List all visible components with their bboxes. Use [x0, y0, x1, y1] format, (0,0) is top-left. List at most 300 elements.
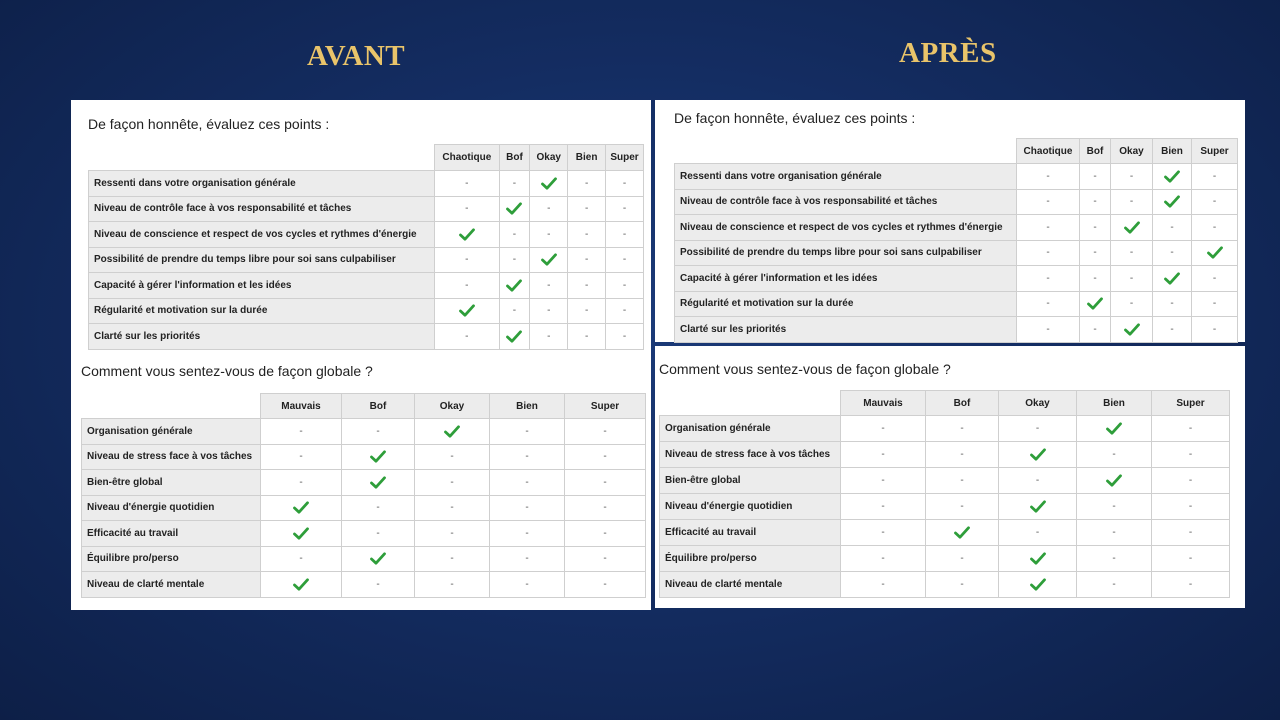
row-label: Équilibre pro/perso: [660, 546, 841, 572]
row-label: Ressenti dans votre organisation générale: [89, 171, 435, 197]
rating-cell-okay[interactable]: [415, 521, 490, 547]
table-row: [82, 521, 646, 547]
rating-cell-super[interactable]: [1152, 442, 1230, 468]
rating-cell-super[interactable]: [1152, 546, 1230, 572]
empty-dash: -: [465, 330, 469, 342]
table-row: [660, 572, 1230, 598]
row-label: Ressenti dans votre organisation générale: [675, 164, 1017, 190]
header-blank: [89, 145, 435, 171]
rating-cell-bof[interactable]: [926, 442, 999, 468]
rating-cell-bof[interactable]: [1080, 317, 1111, 343]
rating-cell-super[interactable]: [1152, 468, 1230, 494]
column-header-bof: Bof: [499, 145, 530, 171]
rating-cell-okay[interactable]: [999, 416, 1077, 442]
rating-cell-okay[interactable]: [415, 572, 490, 598]
row-label: Efficacité au travail: [660, 520, 841, 546]
rating-cell-super[interactable]: [565, 495, 646, 521]
empty-dash: -: [1046, 196, 1050, 208]
empty-dash: -: [603, 502, 607, 514]
checkmark-icon: [293, 528, 309, 539]
empty-dash: -: [450, 451, 454, 463]
rating-cell-super[interactable]: [606, 171, 644, 197]
rating-cell-super[interactable]: [1192, 291, 1238, 317]
empty-dash: -: [547, 228, 551, 240]
column-header-bien: Bien: [490, 394, 565, 419]
rating-cell-bof[interactable]: [342, 419, 415, 445]
empty-dash: -: [1188, 527, 1193, 538]
rating-cell-bien[interactable]: [568, 247, 606, 273]
empty-dash: -: [525, 425, 529, 437]
empty-dash: -: [1212, 196, 1217, 208]
rating-cell-chaotique[interactable]: [1017, 189, 1080, 215]
empty-dash: -: [1170, 298, 1174, 310]
rating-cell-mauvais[interactable]: [261, 470, 342, 496]
rating-cell-bien[interactable]: [568, 171, 606, 197]
column-header-mauvais: Mauvais: [841, 391, 926, 416]
rating-cell-bof[interactable]: [499, 273, 530, 299]
rating-cell-mauvais[interactable]: [841, 546, 926, 572]
rating-cell-bien[interactable]: [568, 222, 606, 248]
rating-cell-chaotique[interactable]: [435, 324, 500, 350]
checkmark-icon: [293, 502, 309, 513]
checkmark-icon: [293, 579, 309, 590]
row-label: Niveau de contrôle face à vos responsabilité et tâches: [89, 196, 435, 222]
rating-cell-chaotique[interactable]: [1017, 291, 1080, 317]
rating-cell-super[interactable]: [565, 546, 646, 572]
column-header-okay: Okay: [415, 394, 490, 419]
checkmark-icon: [954, 527, 970, 538]
rating-cell-bof[interactable]: [926, 494, 999, 520]
rating-cell-okay[interactable]: [1111, 317, 1153, 343]
empty-dash: -: [1170, 323, 1174, 335]
rating-cell-okay[interactable]: [530, 247, 568, 273]
empty-dash: -: [376, 502, 380, 514]
empty-dash: -: [450, 502, 454, 514]
rating-cell-bien[interactable]: [568, 298, 606, 324]
rating-cell-bien[interactable]: [1077, 572, 1152, 598]
apres-heading: APRÈS: [899, 37, 997, 69]
table-row: [82, 470, 646, 496]
rating-cell-bien[interactable]: [568, 324, 606, 350]
rating-cell-bof[interactable]: [342, 572, 415, 598]
rating-cell-super[interactable]: [1152, 572, 1230, 598]
rating-cell-super[interactable]: [565, 444, 646, 470]
row-label: Régularité et motivation sur la durée: [675, 291, 1017, 317]
table-row: [89, 273, 644, 299]
rating-cell-okay[interactable]: [1111, 266, 1153, 292]
row-label: Bien-être global: [660, 468, 841, 494]
rating-cell-bof[interactable]: [1080, 164, 1111, 190]
rating-cell-bien[interactable]: [1077, 520, 1152, 546]
empty-dash: -: [547, 203, 551, 215]
empty-dash: -: [960, 449, 964, 460]
rating-cell-bof[interactable]: [342, 521, 415, 547]
rating-cell-mauvais[interactable]: [841, 468, 926, 494]
rating-cell-super[interactable]: [606, 196, 644, 222]
rating-cell-mauvais[interactable]: [841, 416, 926, 442]
rating-cell-okay[interactable]: [530, 324, 568, 350]
empty-dash: -: [881, 423, 885, 434]
row-label: Niveau de conscience et respect de vos cycles et rythmes d'énergie: [675, 215, 1017, 241]
column-header-chaotique: Chaotique: [1017, 139, 1080, 164]
rating-cell-super[interactable]: [1152, 416, 1230, 442]
rating-cell-chaotique[interactable]: [435, 247, 500, 273]
row-label: Régularité et motivation sur la durée: [89, 298, 435, 324]
rating-cell-bof[interactable]: [1080, 291, 1111, 317]
rating-cell-okay[interactable]: [1111, 240, 1153, 266]
rating-cell-okay[interactable]: [1111, 291, 1153, 317]
rating-cell-okay[interactable]: [415, 444, 490, 470]
empty-dash: -: [1093, 170, 1097, 182]
rating-cell-bien[interactable]: [490, 419, 565, 445]
avant-honest-panel: [71, 100, 651, 350]
empty-dash: -: [584, 177, 589, 189]
rating-cell-bien[interactable]: [1077, 416, 1152, 442]
row-label: Organisation générale: [82, 419, 261, 445]
avant-honest-table: [88, 144, 644, 350]
rating-cell-bof[interactable]: [499, 324, 530, 350]
empty-dash: -: [450, 553, 454, 565]
row-label: Capacité à gérer l'information et les idées: [89, 273, 435, 299]
empty-dash: -: [603, 527, 607, 539]
empty-dash: -: [450, 527, 454, 539]
empty-dash: -: [881, 475, 885, 486]
empty-dash: -: [512, 228, 517, 240]
rating-cell-okay[interactable]: [415, 470, 490, 496]
header-blank: [660, 391, 841, 416]
row-label: Niveau de conscience et respect de vos cycles et rythmes d'énergie: [89, 222, 435, 248]
empty-dash: -: [1046, 221, 1050, 233]
rating-cell-okay[interactable]: [530, 222, 568, 248]
rating-cell-okay[interactable]: [530, 298, 568, 324]
empty-dash: -: [1188, 579, 1193, 590]
empty-dash: -: [1093, 221, 1097, 233]
empty-dash: -: [1035, 475, 1040, 486]
empty-dash: -: [547, 305, 551, 317]
rating-cell-super[interactable]: [606, 324, 644, 350]
empty-dash: -: [881, 553, 885, 564]
rating-cell-bien[interactable]: [490, 470, 565, 496]
empty-dash: -: [1129, 170, 1134, 182]
rating-cell-okay[interactable]: [999, 494, 1077, 520]
rating-cell-bien[interactable]: [490, 495, 565, 521]
apres-global-panel: [655, 346, 1245, 608]
empty-dash: -: [1188, 449, 1193, 460]
row-label: Équilibre pro/perso: [82, 546, 261, 572]
rating-cell-chaotique[interactable]: [435, 222, 500, 248]
rating-cell-okay[interactable]: [1111, 215, 1153, 241]
column-header-bof: Bof: [926, 391, 999, 416]
rating-cell-chaotique[interactable]: [435, 196, 500, 222]
table-row: [675, 317, 1238, 343]
rating-cell-bof[interactable]: [342, 444, 415, 470]
rating-cell-bien[interactable]: [490, 521, 565, 547]
rating-cell-bof[interactable]: [499, 298, 530, 324]
rating-cell-bof[interactable]: [499, 171, 530, 197]
rating-cell-bof[interactable]: [342, 470, 415, 496]
empty-dash: -: [584, 305, 589, 317]
rating-cell-bof[interactable]: [926, 546, 999, 572]
rating-cell-super[interactable]: [565, 521, 646, 547]
rating-cell-super[interactable]: [1192, 266, 1238, 292]
empty-dash: -: [622, 203, 627, 215]
header-blank: [82, 394, 261, 419]
rating-cell-bof[interactable]: [1080, 240, 1111, 266]
empty-dash: -: [1035, 423, 1040, 434]
empty-dash: -: [465, 279, 469, 291]
empty-dash: -: [622, 279, 627, 291]
empty-dash: -: [525, 502, 529, 514]
empty-dash: -: [1212, 323, 1217, 335]
rating-cell-okay[interactable]: [530, 171, 568, 197]
empty-dash: -: [1170, 221, 1174, 233]
empty-dash: -: [622, 330, 627, 342]
rating-cell-bof[interactable]: [499, 247, 530, 273]
empty-dash: -: [622, 305, 627, 317]
rating-cell-bien[interactable]: [1153, 240, 1192, 266]
empty-dash: -: [1046, 170, 1050, 182]
avant-heading: AVANT: [307, 40, 406, 72]
empty-dash: -: [465, 254, 469, 266]
rating-cell-super[interactable]: [565, 419, 646, 445]
rating-cell-super[interactable]: [1192, 164, 1238, 190]
row-label: Possibilité de prendre du temps libre pour soi sans culpabiliser: [89, 247, 435, 273]
empty-dash: -: [1188, 501, 1193, 512]
empty-dash: -: [376, 527, 380, 539]
rating-cell-super[interactable]: [1192, 317, 1238, 343]
table-row: [660, 468, 1230, 494]
rating-cell-bien[interactable]: [490, 546, 565, 572]
rating-cell-super[interactable]: [1192, 189, 1238, 215]
empty-dash: -: [1112, 553, 1116, 564]
checkmark-icon: [1164, 171, 1180, 182]
rating-cell-bof[interactable]: [342, 495, 415, 521]
table-row: [89, 196, 644, 222]
empty-dash: -: [299, 451, 303, 463]
table-row: [89, 171, 644, 197]
rating-cell-bof[interactable]: [926, 416, 999, 442]
column-header-okay: Okay: [1111, 139, 1153, 164]
row-label: Clarté sur les priorités: [675, 317, 1017, 343]
table-row: [82, 546, 646, 572]
empty-dash: -: [1129, 196, 1134, 208]
rating-cell-bien[interactable]: [1153, 291, 1192, 317]
avant-global-table: [81, 393, 646, 598]
rating-cell-mauvais[interactable]: [841, 442, 926, 468]
checkmark-icon: [1087, 298, 1103, 309]
empty-dash: -: [1046, 323, 1050, 335]
rating-cell-mauvais[interactable]: [261, 546, 342, 572]
rating-cell-bof[interactable]: [1080, 215, 1111, 241]
apres-honest-title: De façon honnête, évaluez ces points :: [674, 110, 916, 126]
rating-cell-bof[interactable]: [926, 520, 999, 546]
rating-cell-bien[interactable]: [1153, 317, 1192, 343]
row-label: Efficacité au travail: [82, 521, 261, 547]
empty-dash: -: [299, 553, 303, 565]
rating-cell-bien[interactable]: [1153, 189, 1192, 215]
rating-cell-chaotique[interactable]: [435, 298, 500, 324]
column-header-bien: Bien: [568, 145, 606, 171]
checkmark-icon: [1030, 553, 1046, 564]
rating-cell-okay[interactable]: [415, 419, 490, 445]
table-row: [675, 291, 1238, 317]
empty-dash: -: [960, 553, 964, 564]
checkmark-icon: [1030, 501, 1046, 512]
checkmark-icon: [444, 426, 460, 437]
rating-cell-super[interactable]: [1192, 215, 1238, 241]
column-header-bien: Bien: [1153, 139, 1192, 164]
table-row: [89, 324, 644, 350]
rating-cell-bien[interactable]: [490, 444, 565, 470]
rating-cell-okay[interactable]: [415, 546, 490, 572]
empty-dash: -: [881, 579, 885, 590]
column-header-super: Super: [1152, 391, 1230, 416]
checkmark-icon: [506, 203, 522, 214]
empty-dash: -: [584, 330, 589, 342]
row-label: Possibilité de prendre du temps libre pour soi sans culpabiliser: [675, 240, 1017, 266]
rating-cell-super[interactable]: [606, 298, 644, 324]
empty-dash: -: [603, 553, 607, 565]
checkmark-icon: [1164, 196, 1180, 207]
rating-cell-mauvais[interactable]: [261, 521, 342, 547]
rating-cell-super[interactable]: [606, 247, 644, 273]
empty-dash: -: [465, 203, 469, 215]
rating-cell-okay[interactable]: [530, 273, 568, 299]
empty-dash: -: [960, 501, 964, 512]
rating-cell-chaotique[interactable]: [435, 171, 500, 197]
rating-cell-mauvais[interactable]: [841, 572, 926, 598]
rating-cell-bien[interactable]: [1077, 442, 1152, 468]
empty-dash: -: [584, 279, 589, 291]
empty-dash: -: [1046, 298, 1050, 310]
rating-cell-bien[interactable]: [1077, 468, 1152, 494]
rating-cell-mauvais[interactable]: [261, 444, 342, 470]
rating-cell-chaotique[interactable]: [1017, 215, 1080, 241]
rating-cell-chaotique[interactable]: [435, 273, 500, 299]
rating-cell-chaotique[interactable]: [1017, 317, 1080, 343]
empty-dash: -: [881, 449, 885, 460]
empty-dash: -: [1129, 247, 1134, 259]
rating-cell-okay[interactable]: [415, 495, 490, 521]
empty-dash: -: [376, 578, 380, 590]
table-row: [89, 247, 644, 273]
rating-cell-okay[interactable]: [999, 468, 1077, 494]
column-header-mauvais: Mauvais: [261, 394, 342, 419]
column-header-super: Super: [1192, 139, 1238, 164]
rating-cell-bien[interactable]: [1077, 494, 1152, 520]
rating-cell-super[interactable]: [1192, 240, 1238, 266]
checkmark-icon: [506, 331, 522, 342]
empty-dash: -: [1112, 501, 1116, 512]
table-row: [89, 222, 644, 248]
rating-cell-super[interactable]: [565, 470, 646, 496]
rating-cell-bien[interactable]: [1153, 164, 1192, 190]
row-label: Bien-être global: [82, 470, 261, 496]
row-label: Niveau de clarté mentale: [660, 572, 841, 598]
rating-cell-bien[interactable]: [568, 273, 606, 299]
table-row: [82, 495, 646, 521]
empty-dash: -: [603, 425, 607, 437]
rating-cell-okay[interactable]: [530, 196, 568, 222]
checkmark-icon: [370, 477, 386, 488]
rating-cell-mauvais[interactable]: [841, 494, 926, 520]
rating-cell-bof[interactable]: [499, 222, 530, 248]
checkmark-icon: [1030, 579, 1046, 590]
empty-dash: -: [1188, 423, 1193, 434]
rating-cell-bien[interactable]: [1153, 215, 1192, 241]
checkmark-icon: [1207, 247, 1223, 258]
rating-cell-mauvais[interactable]: [841, 520, 926, 546]
rating-cell-super[interactable]: [606, 273, 644, 299]
rating-cell-super[interactable]: [606, 222, 644, 248]
rating-cell-bof[interactable]: [342, 546, 415, 572]
rating-cell-super[interactable]: [565, 572, 646, 598]
rating-cell-bof[interactable]: [499, 196, 530, 222]
row-label: Niveau de contrôle face à vos responsabilité et tâches: [675, 189, 1017, 215]
rating-cell-okay[interactable]: [999, 442, 1077, 468]
apres-global-title: Comment vous sentez-vous de façon globale ?: [659, 361, 951, 377]
rating-cell-mauvais[interactable]: [261, 419, 342, 445]
empty-dash: -: [1046, 272, 1050, 284]
empty-dash: -: [512, 254, 517, 266]
empty-dash: -: [622, 254, 627, 266]
checkmark-icon: [370, 553, 386, 564]
row-label: Capacité à gérer l'information et les idées: [675, 266, 1017, 292]
rating-cell-chaotique[interactable]: [1017, 266, 1080, 292]
rating-cell-bien[interactable]: [1153, 266, 1192, 292]
rating-cell-okay[interactable]: [1111, 164, 1153, 190]
rating-cell-bien[interactable]: [568, 196, 606, 222]
rating-cell-bof[interactable]: [926, 468, 999, 494]
rating-cell-bof[interactable]: [1080, 189, 1111, 215]
rating-cell-mauvais[interactable]: [261, 572, 342, 598]
rating-cell-super[interactable]: [1152, 494, 1230, 520]
empty-dash: -: [1093, 196, 1097, 208]
rating-cell-bien[interactable]: [490, 572, 565, 598]
rating-cell-bof[interactable]: [1080, 266, 1111, 292]
checkmark-icon: [1124, 222, 1140, 233]
rating-cell-chaotique[interactable]: [1017, 240, 1080, 266]
column-header-bof: Bof: [342, 394, 415, 419]
rating-cell-mauvais[interactable]: [261, 495, 342, 521]
empty-dash: -: [1212, 298, 1217, 310]
empty-dash: -: [584, 203, 589, 215]
apres-global-table: [659, 390, 1230, 598]
rating-cell-super[interactable]: [1152, 520, 1230, 546]
row-label: Niveau d'énergie quotidien: [82, 495, 261, 521]
row-label: Niveau de stress face à vos tâches: [660, 442, 841, 468]
empty-dash: -: [960, 423, 964, 434]
rating-cell-okay[interactable]: [999, 572, 1077, 598]
empty-dash: -: [622, 228, 627, 240]
table-row: [660, 442, 1230, 468]
empty-dash: -: [525, 476, 529, 488]
rating-cell-okay[interactable]: [999, 546, 1077, 572]
rating-cell-okay[interactable]: [999, 520, 1077, 546]
table-row: [660, 520, 1230, 546]
empty-dash: -: [299, 476, 303, 488]
empty-dash: -: [603, 451, 607, 463]
rating-cell-chaotique[interactable]: [1017, 164, 1080, 190]
column-header-bien: Bien: [1077, 391, 1152, 416]
column-header-okay: Okay: [999, 391, 1077, 416]
rating-cell-bof[interactable]: [926, 572, 999, 598]
checkmark-icon: [1106, 423, 1122, 434]
checkmark-icon: [506, 280, 522, 291]
rating-cell-bien[interactable]: [1077, 546, 1152, 572]
table-row: [82, 419, 646, 445]
rating-cell-okay[interactable]: [1111, 189, 1153, 215]
